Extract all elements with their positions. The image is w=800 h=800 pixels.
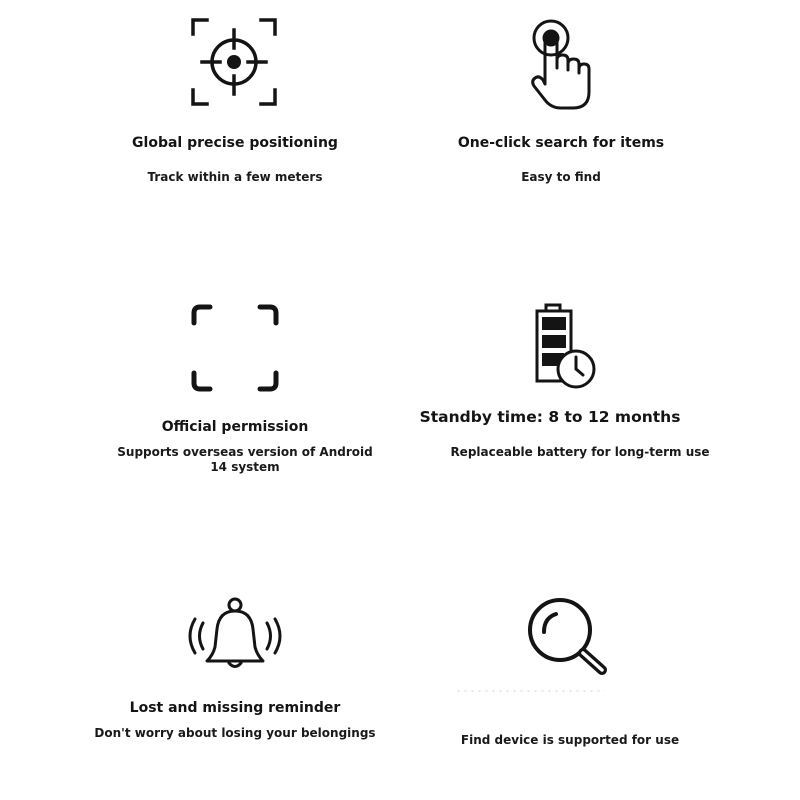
feature-title: Standby time: 8 to 12 months [419, 408, 681, 426]
feature-subtitle: Find device is supported for use [460, 733, 680, 747]
feature-subtitle: Supports overseas version of Android 14 system [117, 445, 373, 474]
feature-title: Official permission [161, 419, 309, 435]
feature-official-permission [35, 270, 435, 540]
finger-tap-icon [529, 18, 595, 112]
faint-divider [455, 690, 605, 692]
feature-standby [380, 270, 780, 540]
feature-title: Global precise positioning [132, 135, 338, 151]
feature-title: Lost and missing reminder [129, 700, 341, 716]
scan-frame-icon [190, 303, 280, 393]
feature-subtitle: Easy to find [521, 170, 601, 184]
feature-find-device [370, 530, 770, 800]
feature-subtitle: Don't worry about losing your belongings [94, 726, 376, 740]
feature-one-click-search [361, 0, 761, 270]
crosshair-target-icon [191, 18, 277, 106]
magnifier-icon [526, 598, 612, 680]
feature-title: One-click search for items [457, 135, 665, 151]
ringing-bell-icon [183, 597, 287, 673]
feature-subtitle: Track within a few meters [147, 170, 323, 184]
battery-clock-icon [535, 303, 597, 393]
feature-subtitle: Replaceable battery for long-term use [450, 445, 710, 459]
